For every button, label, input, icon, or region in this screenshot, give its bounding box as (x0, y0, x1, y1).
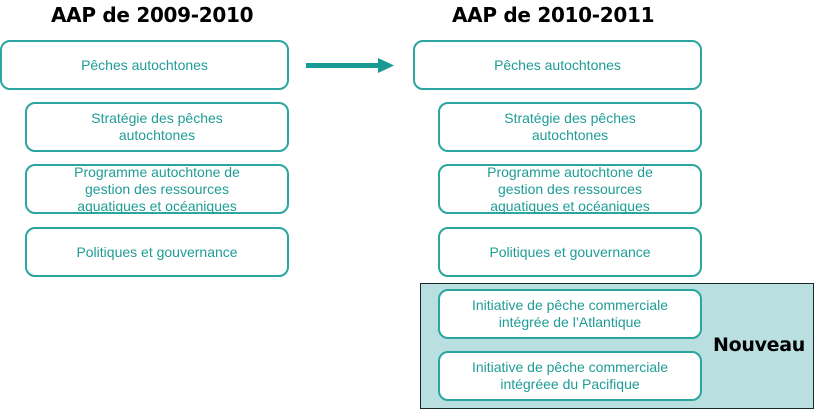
box-label: Stratégie des pêches (91, 110, 223, 126)
right-column-title: AAP de 2010-2011 (452, 3, 655, 27)
new-section-label: Nouveau (713, 334, 806, 356)
left-child-box-3 (25, 227, 289, 277)
box-label: Initiative de pêche commerciale (471, 297, 669, 313)
right-child-box-3 (438, 227, 702, 277)
box-label: Politiques et gouvernance (76, 243, 238, 260)
box-label: Politiques et gouvernance (489, 243, 651, 260)
box-label: intégrée de l’Atlantique (498, 314, 642, 330)
right-parent-box (413, 40, 702, 90)
new-item-box-2 (438, 351, 702, 401)
box-label: Programme autochtone de (74, 163, 240, 180)
left-child-box-2 (25, 164, 289, 214)
box-label: autochtones (118, 127, 196, 143)
box-label: autochtones (531, 127, 609, 143)
box-label: Pêches autochtones (81, 56, 208, 73)
left-parent-box (0, 40, 289, 90)
box-label: aquatiques et océaniques (77, 197, 237, 214)
box-label: gestion des ressources (85, 180, 229, 197)
box-label: Stratégie des pêches (504, 110, 636, 126)
right-child-box-2 (438, 164, 702, 214)
box-label: Initiative de pêche commerciale (471, 359, 669, 375)
box-label: intégréee du Pacifique (500, 376, 640, 392)
arrow-right-icon (306, 58, 396, 74)
new-item-box-1 (438, 289, 702, 339)
box-label: gestion des ressources (498, 180, 642, 197)
box-label: Programme autochtone de (487, 163, 653, 180)
box-label: Pêches autochtones (494, 56, 621, 73)
box-label: aquatiques et océaniques (490, 197, 650, 214)
left-child-box-1 (25, 102, 289, 152)
left-column-title: AAP de 2009-2010 (51, 3, 254, 27)
right-child-box-1 (438, 102, 702, 152)
